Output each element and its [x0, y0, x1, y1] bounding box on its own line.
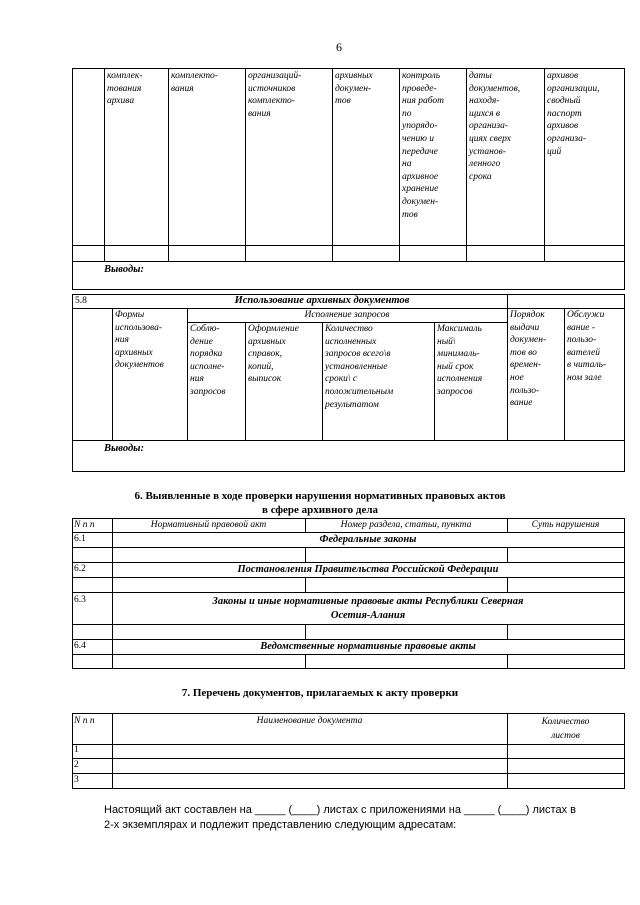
section-58-col-maxmin: Максималь ный\ минималь- ный срок исполнения запросов: [437, 324, 483, 397]
group-number: 6.3: [74, 595, 86, 605]
section-6-header-num: N п п: [74, 520, 95, 530]
group-title: Ведомственные нормативные правовые акты: [260, 641, 476, 652]
top-table-cell: архивов организации, сводный паспорт архивов организа- ций: [547, 71, 600, 157]
section-58-col-service: Обслужи вание - пользо- вателей в читаль- ном зале: [567, 310, 607, 383]
section-58-number: 5.8: [75, 296, 87, 306]
section-6-header-essence: Суть нарушения: [531, 520, 600, 530]
table-row-number: 1: [74, 745, 79, 755]
group-title: Законы и иные нормативные правовые акты Республики Северная Осетия-Алания: [212, 596, 524, 621]
section-58-conclusions: Выводы:: [104, 443, 144, 454]
group-number: 6.2: [74, 564, 86, 574]
section-6-heading: [60, 489, 580, 517]
table-row-number: 2: [74, 760, 79, 770]
section-7-header-doc-name: Наименование документа: [256, 716, 363, 726]
top-table-cell: архивных докумен- тов: [335, 71, 373, 107]
group-number: 6.1: [74, 534, 86, 544]
group-title: Постановления Правительства Российской Федерации: [237, 564, 499, 575]
section-6-heading-line2: в сфере архивного дела: [262, 504, 378, 516]
top-table-cell: комплек- тования архива: [107, 71, 143, 107]
section-58-col-order: Порядок выдачи докумен- тов во времен- ное пользо- вание: [510, 310, 547, 409]
closing-paragraph: Настоящий акт составлен на _____ (____) листах с приложениями на _____ (____) листах в 2-х экземплярах и подлежит представлению следующим адресатам:: [104, 804, 576, 831]
top-table-cell: контроль проведе- ния работ по упорядо- чению и передаче на архивное хранение докумен- тов: [402, 71, 445, 220]
section-58-title: Использование архивных документов: [234, 295, 410, 306]
section-58-col-forms: Формы использова- ния архивных документов: [115, 310, 164, 371]
page-number: 6: [336, 40, 342, 54]
section-58-col-compliance: Соблю- дение порядка исполне- ния запросов: [190, 324, 226, 397]
section-6-heading-line1: 6. Выявленные в ходе проверки нарушения нормативных правовых актов: [134, 490, 506, 502]
section-58-queries-header: Исполнение запросов: [304, 310, 390, 320]
section-7-header-sheets: Количество листов: [541, 717, 590, 741]
top-table-cell: организаций- источников комплекто- вания: [248, 71, 302, 119]
top-table-conclusions: Выводы:: [104, 264, 144, 275]
section-6-header-section: Номер раздела, статьи, пункта: [340, 520, 472, 530]
top-table-cell: даты документов, находя- щихся в организа- циях сверх установ- ленного срока: [469, 71, 521, 182]
section-58-col-quantity: Количество исполненных запросов всего\в установленные сроки\ с положительным результатом: [325, 324, 394, 410]
group-title: Федеральные законы: [319, 534, 417, 545]
section-7-header-num: N п п: [74, 716, 95, 726]
group-number: 6.4: [74, 641, 86, 651]
section-6-header-act: Нормативный правовой акт: [150, 520, 267, 530]
section-7-heading: 7. Перечень документов, прилагаемых к акту проверки: [181, 687, 459, 699]
top-table-cell: комплекто- вания: [171, 71, 218, 94]
table-row-number: 3: [74, 775, 79, 785]
section-58-col-registration: Оформление архивных справок, копий, выписок: [248, 324, 299, 385]
